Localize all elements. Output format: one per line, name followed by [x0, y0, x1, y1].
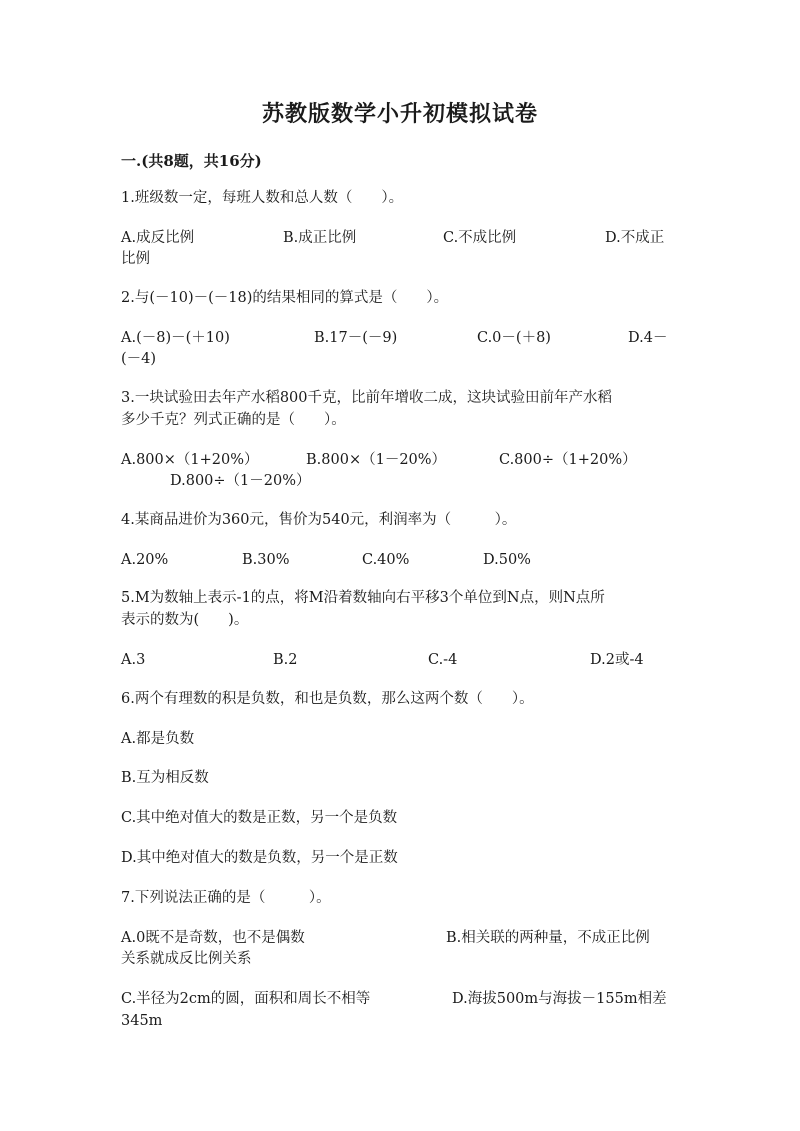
question-2-option-c: C.0－(＋8) [477, 330, 551, 346]
question-1-option-a: A.成反比例 [121, 230, 195, 246]
question-3-option-d: D.800÷（1－20%） [170, 473, 311, 489]
question-4-option-c: C.40% [362, 552, 410, 568]
question-7-option-b-wrap: 关系就成反比例关系 [121, 951, 252, 967]
question-7-option-a: A.0既不是奇数，也不是偶数 [121, 930, 305, 946]
question-7-option-b: B.相关联的两种量，不成正比例 [446, 930, 650, 946]
question-2-option-d: D.4－ [628, 330, 668, 346]
question-4-stem: 4.某商品进价为360元，售价为540元，利润率为（ ）。 [121, 512, 517, 528]
question-6-option-d: D.其中绝对值大的数是负数，另一个是正数 [121, 850, 398, 866]
question-5-option-a: A.3 [121, 652, 146, 668]
question-4-option-d: D.50% [483, 552, 531, 568]
question-4-option-b: B.30% [242, 552, 290, 568]
question-2-option-d-wrap: (－4) [121, 351, 157, 367]
question-3-stem-line-2: 多少千克？列式正确的是（ ）。 [121, 412, 346, 428]
question-5-option-b: B.2 [273, 652, 298, 668]
question-4-option-a: A.20% [121, 552, 169, 568]
question-5-option-d: D.2或-4 [590, 652, 644, 668]
question-6-option-a: A.都是负数 [121, 731, 195, 747]
question-1-option-c: C.不成比例 [443, 230, 517, 246]
page-title: 苏教版数学小升初模拟试卷 [261, 101, 538, 127]
question-2-option-b: B.17－(－9) [314, 330, 398, 346]
section-heading: 一.(共8题，共16分) [121, 152, 262, 170]
question-7-option-d-wrap: 345m [121, 1013, 163, 1029]
question-6-stem: 6.两个有理数的积是负数，和也是负数，那么这两个数（ ）。 [121, 691, 534, 707]
question-3-option-c: C.800÷（1+20%） [499, 452, 637, 468]
question-2-stem: 2.与(－10)－(－18)的结果相同的算式是（ ）。 [121, 290, 449, 306]
question-5-stem-line-2: 表示的数为( )。 [121, 612, 249, 628]
question-1-option-b: B.成正比例 [283, 230, 357, 246]
question-7-option-d: D.海拔500m与海拔－155m相差 [452, 991, 667, 1007]
question-1-option-d-wrap: 比例 [121, 251, 150, 267]
question-5-stem-line-1: 5.M为数轴上表示-1的点，将M沿着数轴向右平移3个单位到N点，则N点所 [121, 590, 605, 606]
question-1-stem: 1.班级数一定，每班人数和总人数（ ）。 [121, 190, 404, 206]
question-3-stem-line-1: 3.一块试验田去年产水稻800千克，比前年增收二成，这块试验田前年产水稻 [121, 390, 613, 406]
question-2-option-a: A.(－8)－(＋10) [121, 330, 230, 346]
question-6-option-c: C.其中绝对值大的数是正数，另一个是负数 [121, 810, 398, 826]
question-5-option-c: C.-4 [428, 652, 458, 668]
question-7-option-c: C.半径为2cm的圆，面积和周长不相等 [121, 991, 371, 1007]
question-3-option-a: A.800×（1+20%） [121, 452, 259, 468]
question-3-option-b: B.800×（1－20%） [306, 452, 447, 468]
question-7-stem: 7.下列说法正确的是（ ）。 [121, 890, 331, 906]
question-1-option-d: D.不成正 [605, 230, 665, 246]
question-6-option-b: B.互为相反数 [121, 770, 209, 786]
